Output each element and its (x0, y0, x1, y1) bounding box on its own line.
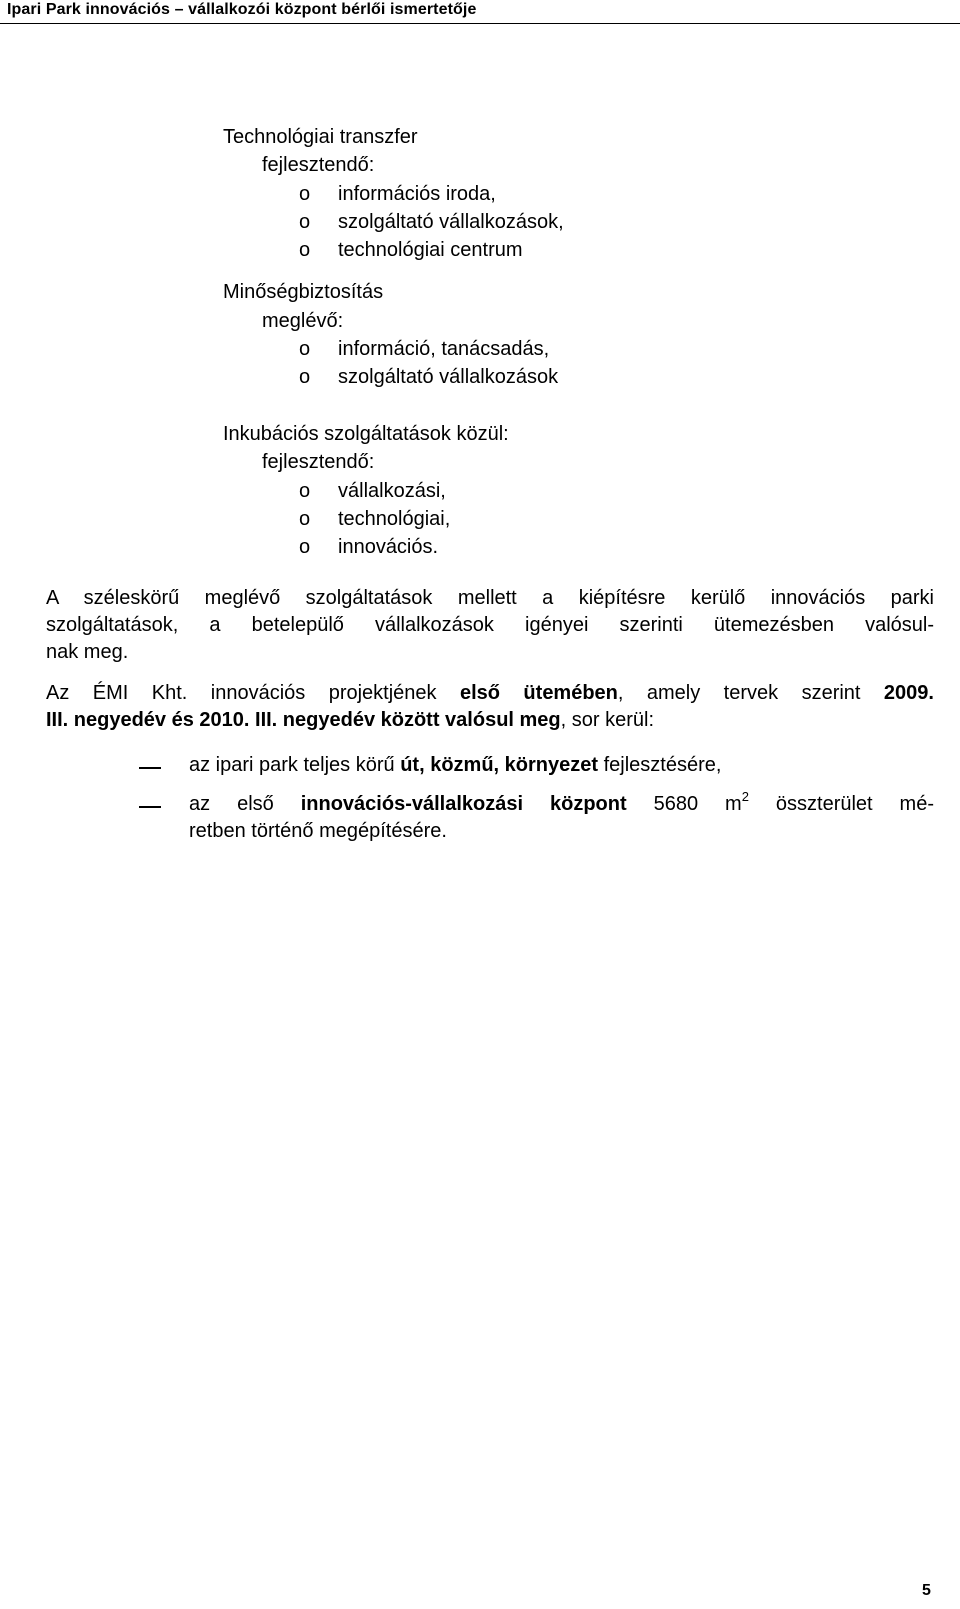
list-item (189, 752, 934, 779)
list-item: információ, tanácsadás, (338, 338, 550, 360)
section-title: Minőségbiztosítás (223, 281, 384, 303)
paragraph-line: szolgáltatások, a betelepülő vállalkozások igényei szerinti ütemezésben valósul- (46, 614, 934, 636)
text-run: az ipari park teljes körű (189, 754, 401, 776)
paragraph-line: nak meg. (46, 641, 129, 663)
bold-run: 2009. (883, 682, 934, 704)
bullet-marker: o (299, 183, 311, 205)
page-header (0, 0, 960, 24)
text-run: fejlesztésére, (598, 754, 722, 776)
text-run: , amely tervek szerint (617, 682, 884, 704)
bullet-marker: o (299, 508, 311, 530)
body-paragraph (46, 680, 934, 734)
text-run: Az ÉMI Kht. innovációs projektjének (46, 682, 460, 704)
section-label: meglévő: (262, 310, 344, 332)
list-item (189, 791, 934, 845)
bullet-marker: o (299, 536, 311, 558)
list-item: technológiai, (338, 508, 451, 530)
dash-bullet (139, 767, 161, 769)
bold-run: innovációs-vállalkozási központ (300, 793, 627, 815)
dash-bullet (139, 806, 161, 808)
list-item: innovációs. (338, 536, 439, 558)
text-run: az első (189, 793, 301, 815)
text-run: retben történő megépítésére. (189, 820, 447, 842)
header-title: Ipari Park innovációs – vállalkozói központ bérlői ismertetője (7, 1, 477, 18)
superscript: 2 (741, 789, 749, 804)
section-title: Inkubációs szolgáltatások közül: (223, 423, 509, 445)
section-label: fejlesztendő: (262, 154, 375, 176)
section-label: fejlesztendő: (262, 451, 375, 473)
bullet-marker: o (299, 239, 311, 261)
section-title: Technológiai transzfer (223, 126, 418, 148)
list-item: információs iroda, (338, 183, 496, 205)
bullet-marker: o (299, 211, 311, 233)
page-number: 5 (922, 1582, 931, 1599)
paragraph-line: A széleskörű meglévő szolgáltatások mellett a kiépítésre kerülő innovációs parki (46, 587, 934, 609)
bold-run: III. negyedév és 2010. III. negyedév között valósul meg (46, 709, 561, 731)
text-run: , sor kerül: (560, 709, 655, 731)
paragraph-line (46, 680, 934, 707)
paragraph-line (46, 707, 934, 734)
bold-run: első ütemében (459, 682, 618, 704)
bullet-marker: o (299, 366, 311, 388)
list-item: szolgáltató vállalkozások (338, 366, 559, 388)
list-item: vállalkozási, (338, 480, 446, 502)
bold-run: út, közmű, környezet (400, 754, 599, 776)
list-item: szolgáltató vállalkozások, (338, 211, 564, 233)
header-divider (0, 23, 960, 24)
bullet-marker: o (299, 338, 311, 360)
list-item: technológiai centrum (338, 239, 523, 261)
body-paragraph (46, 585, 934, 666)
text-run: 5680 m (626, 793, 742, 815)
text-run: összterület mé- (748, 793, 934, 815)
bullet-marker: o (299, 480, 311, 502)
